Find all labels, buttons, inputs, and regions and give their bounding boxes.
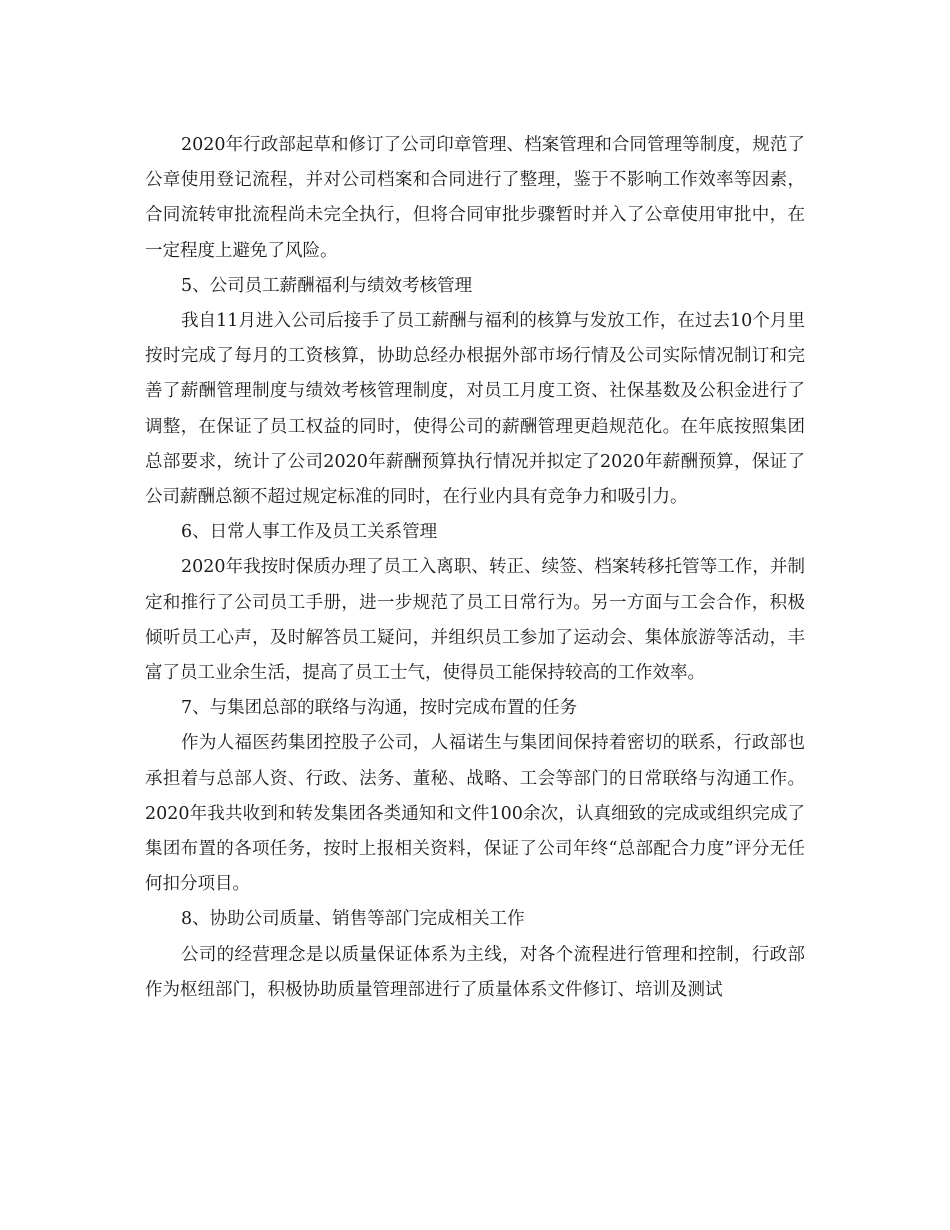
paragraph-salary-welfare: 我自11月进入公司后接手了员工薪酬与福利的核算与发放工作，在过去10个月里按时完成了每月的工资核算，协助总经办根据外部市场行情及公司实际情况制订和完善了薪酬管理制度与绩效考核管理制度，对员工月度工资、社保基数及公积金进行了调整，在保证了员工权益的同时，使得公司的薪酬管理更趋规范化。在年底按照集团总部要求，统计了公司2020年薪酬预算执行情况并拟定了2020年薪酬预算，保证了公司薪酬总额不超过规定标准的同时，在行业内具有竞争力和吸引力。 xyxy=(145,311,805,508)
section-heading-7: 7、与集团总部的联络与沟通，按时完成布置的任务 xyxy=(181,698,578,719)
document-body xyxy=(145,128,805,1008)
paragraph-personnel-relations: 2020年我按时保质办理了员工入离职、转正、续签、档案转移托管等工作，并制定和推行了公司员工手册，进一步规范了员工日常行为。另一方面与工会合作，积极倾听员工心声，及时解答员工疑问，并组织员工参加了运动会、集体旅游等活动，丰富了员工业余生活，提高了员工士气，使得员工能保持较高的工作效率。 xyxy=(145,557,805,684)
section-heading-6: 6、日常人事工作及员工关系管理 xyxy=(181,522,438,543)
paragraph-quality-sales-support: 公司的经营理念是以质量保证体系为主线，对各个流程进行管理和控制，行政部作为枢纽部门，积极协助质量管理部进行了质量体系文件修订、培训及测试 xyxy=(145,944,805,1000)
section-heading-5: 5、公司员工薪酬福利与绩效考核管理 xyxy=(181,275,473,296)
section-heading-8: 8、协助公司质量、销售等部门完成相关工作 xyxy=(181,909,525,930)
paragraph-seal-archive-contract: 2020年行政部起草和修订了公司印章管理、档案管理和合同管理等制度，规范了公章使用登记流程，并对公司档案和合同进行了整理，鉴于不影响工作效率等因素，合同流转审批流程尚未完全执行，但将合同审批步骤暂时并入了公章使用审批中，在一定程度上避免了风险。 xyxy=(145,135,805,261)
paragraph-group-communication: 作为人福医药集团控股子公司，人福诺生与集团间保持着密切的联系，行政部也承担着与总部人资、行政、法务、董秘、战略、工会等部门的日常联络与沟通工作。2020年我共收到和转发集团各类通知和文件100余次，认真细致的完成或组织完成了集团布置的各项任务，按时上报相关资料，保证了公司年终“总部配合力度”评分无任何扣分项目。 xyxy=(145,733,805,895)
